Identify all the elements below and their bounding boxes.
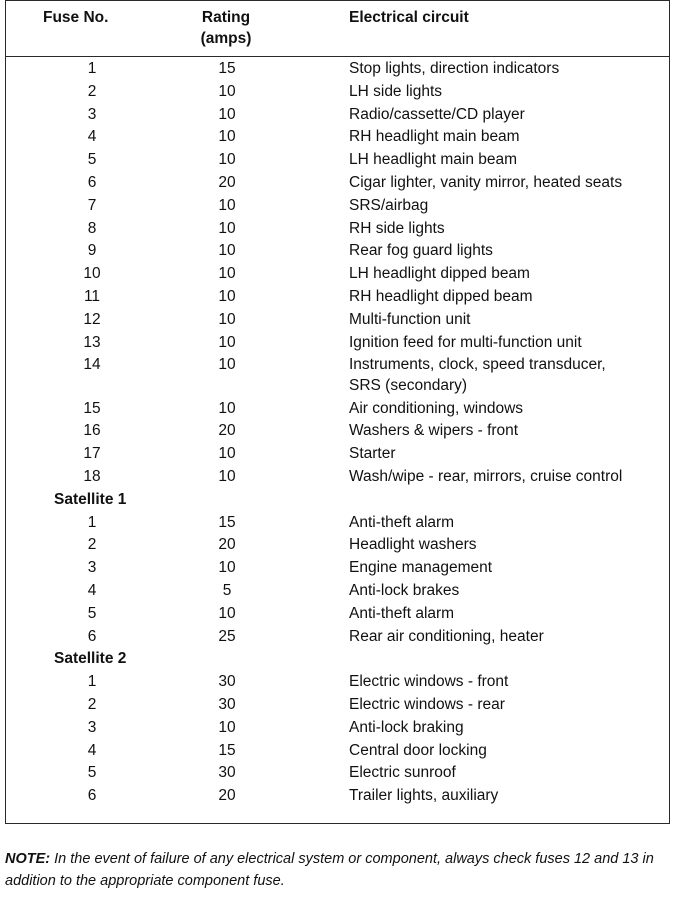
rating-cell: 30	[218, 696, 236, 714]
rating-cell: 10	[218, 445, 236, 463]
fuse-number-cell: 12	[83, 310, 101, 328]
table-row	[6, 149, 669, 172]
rating-cell: 10	[218, 196, 236, 214]
table-row	[6, 58, 669, 81]
fuse-number-cell: 2	[87, 696, 97, 714]
table-row	[6, 195, 669, 218]
fuse-number-cell: 11	[83, 287, 101, 305]
circuit-cell: Air conditioning, windows	[349, 399, 524, 417]
circuit-cell: Anti-lock braking	[349, 718, 464, 736]
table-row	[6, 785, 669, 808]
rating-cell: 20	[218, 536, 236, 554]
satellite-2-heading: Satellite 2	[54, 650, 127, 668]
rating-cell: 10	[218, 356, 236, 374]
rating-cell: 10	[218, 265, 236, 283]
circuit-cell: Starter	[349, 445, 396, 463]
table-row	[6, 626, 669, 649]
rating-cell: 30	[218, 673, 236, 691]
circuit-cell: Engine management	[349, 559, 493, 577]
table-row	[6, 740, 669, 763]
rating-cell: 10	[218, 242, 236, 260]
rating-cell: 15	[218, 741, 236, 759]
fuse-number-cell: 6	[87, 787, 97, 805]
table-row	[6, 534, 669, 557]
table-row	[6, 104, 669, 127]
circuit-cell: Cigar lighter, vanity mirror, heated seats	[349, 173, 623, 191]
table-row	[6, 240, 669, 263]
circuit-cell: RH side lights	[349, 219, 445, 237]
rating-cell: 10	[218, 718, 236, 736]
table-row	[6, 671, 669, 694]
circuit-cell: Ignition feed for multi-function unit	[349, 333, 582, 351]
main-fuse-rows	[6, 58, 669, 489]
table-row	[6, 420, 669, 443]
table-row	[6, 694, 669, 717]
circuit-cell: Rear fog guard lights	[349, 242, 493, 260]
fuse-number-cell: 16	[83, 422, 101, 440]
fuse-number-cell: 15	[83, 399, 101, 417]
fuse-number-cell: 4	[87, 128, 97, 146]
circuit-cell: Central door locking	[349, 741, 487, 759]
note-label: NOTE:	[5, 851, 51, 867]
circuit-cell: Anti-theft alarm	[349, 513, 455, 531]
circuit-cell: Anti-theft alarm	[349, 604, 455, 622]
fuse-number-cell: 17	[83, 445, 101, 463]
fuse-number-cell: 4	[87, 741, 97, 759]
table-row	[6, 717, 669, 740]
rating-cell: 10	[218, 82, 236, 100]
circuit-cell: Instruments, clock, speed transducer,	[349, 356, 606, 374]
rating-cell: 10	[218, 287, 236, 305]
circuit-cell: Rear air conditioning, heater	[349, 627, 544, 645]
fuse-number-cell: 9	[87, 242, 97, 260]
table-row	[6, 443, 669, 466]
fuse-number-cell: 10	[83, 265, 101, 283]
rating-cell: 20	[218, 422, 236, 440]
fuse-number-cell: 18	[83, 468, 101, 486]
table-row	[6, 512, 669, 535]
circuit-cell: Multi-function unit	[349, 310, 471, 328]
fuse-number-cell: 5	[87, 764, 97, 782]
header-fuse-no: Fuse No.	[43, 9, 109, 26]
satellite-1-rows	[6, 512, 669, 649]
circuit-cell: SRS/airbag	[349, 196, 429, 214]
satellite-1-heading: Satellite 1	[54, 490, 127, 508]
circuit-cell: Electric windows - front	[349, 673, 509, 691]
fuse-table	[5, 0, 670, 824]
circuit-cell: Electric windows - rear	[349, 696, 505, 714]
rating-cell: 10	[218, 310, 236, 328]
table-row	[6, 557, 669, 580]
table-header	[6, 1, 669, 57]
circuit-cell: Stop lights, direction indicators	[349, 60, 560, 77]
header-electrical-circuit: Electrical circuit	[349, 9, 469, 26]
rating-cell: 25	[218, 627, 236, 645]
rating-cell: 20	[218, 787, 236, 805]
rating-cell: 10	[218, 219, 236, 237]
rating-cell: 15	[218, 60, 236, 77]
table-row	[6, 354, 669, 397]
fuse-number-cell: 3	[87, 718, 97, 736]
table-row	[6, 580, 669, 603]
circuit-cell: Headlight washers	[349, 536, 477, 554]
fuse-number-cell: 3	[87, 105, 97, 123]
fuse-note	[5, 848, 670, 892]
fuse-number-cell: 5	[87, 151, 97, 169]
table-row	[6, 286, 669, 309]
fuse-number-cell: 14	[83, 356, 101, 374]
circuit-cell: RH headlight main beam	[349, 128, 520, 146]
rating-cell: 5	[222, 582, 232, 600]
circuit-cell: RH headlight dipped beam	[349, 287, 533, 305]
fuse-number-cell: 4	[87, 582, 97, 600]
fuse-number-cell: 1	[87, 673, 97, 691]
fuse-number-cell: 6	[87, 627, 97, 645]
table-row	[6, 81, 669, 104]
fuse-number-cell: 6	[87, 173, 97, 191]
table-row	[6, 218, 669, 241]
fuse-number-cell: 13	[83, 333, 101, 351]
table-row	[6, 126, 669, 149]
rating-cell: 10	[218, 604, 236, 622]
circuit-cell: LH headlight dipped beam	[349, 265, 530, 283]
rating-cell: 10	[218, 559, 236, 577]
satellite-2-rows	[6, 671, 669, 808]
rating-cell: 20	[218, 173, 236, 191]
circuit-cell: Electric sunroof	[349, 764, 456, 782]
table-row	[6, 603, 669, 626]
table-row	[6, 466, 669, 489]
circuit-cell: Anti-lock brakes	[349, 582, 460, 600]
header-rating: Rating (amps)	[200, 9, 252, 47]
circuit-cell: Trailer lights, auxiliary	[349, 787, 499, 805]
table-row	[6, 172, 669, 195]
circuit-cell: Radio/cassette/CD player	[349, 105, 525, 123]
circuit-cell: LH side lights	[349, 82, 443, 100]
circuit-cell: Washers & wipers - front	[349, 422, 519, 440]
table-row	[6, 762, 669, 785]
rating-cell: 10	[218, 333, 236, 351]
fuse-number-cell: 8	[87, 219, 97, 237]
fuse-number-cell: 2	[87, 536, 97, 554]
rating-cell: 10	[218, 399, 236, 417]
circuit-cell: Wash/wipe - rear, mirrors, cruise control	[349, 468, 623, 486]
fuse-number-cell: 3	[87, 559, 97, 577]
circuit-cell-continued: SRS (secondary)	[349, 376, 468, 394]
circuit-cell: LH headlight main beam	[349, 151, 518, 169]
fuse-number-cell: 1	[87, 513, 97, 531]
note-text: In the event of failure of any electrical system or component, always check fuses 12 and 13 in addition to the appropriate component fuse.	[5, 851, 654, 889]
table-body	[6, 58, 669, 808]
rating-cell: 10	[218, 468, 236, 486]
fuse-number-cell: 2	[87, 82, 97, 100]
fuse-number-cell: 1	[87, 60, 97, 77]
rating-cell: 10	[218, 105, 236, 123]
table-row	[6, 398, 669, 421]
rating-cell: 10	[218, 128, 236, 146]
fuse-number-cell: 7	[87, 196, 97, 214]
table-row	[6, 263, 669, 286]
table-row	[6, 332, 669, 355]
rating-cell: 15	[218, 513, 236, 531]
fuse-number-cell: 5	[87, 604, 97, 622]
table-row	[6, 309, 669, 332]
rating-cell: 10	[218, 151, 236, 169]
rating-cell: 30	[218, 764, 236, 782]
